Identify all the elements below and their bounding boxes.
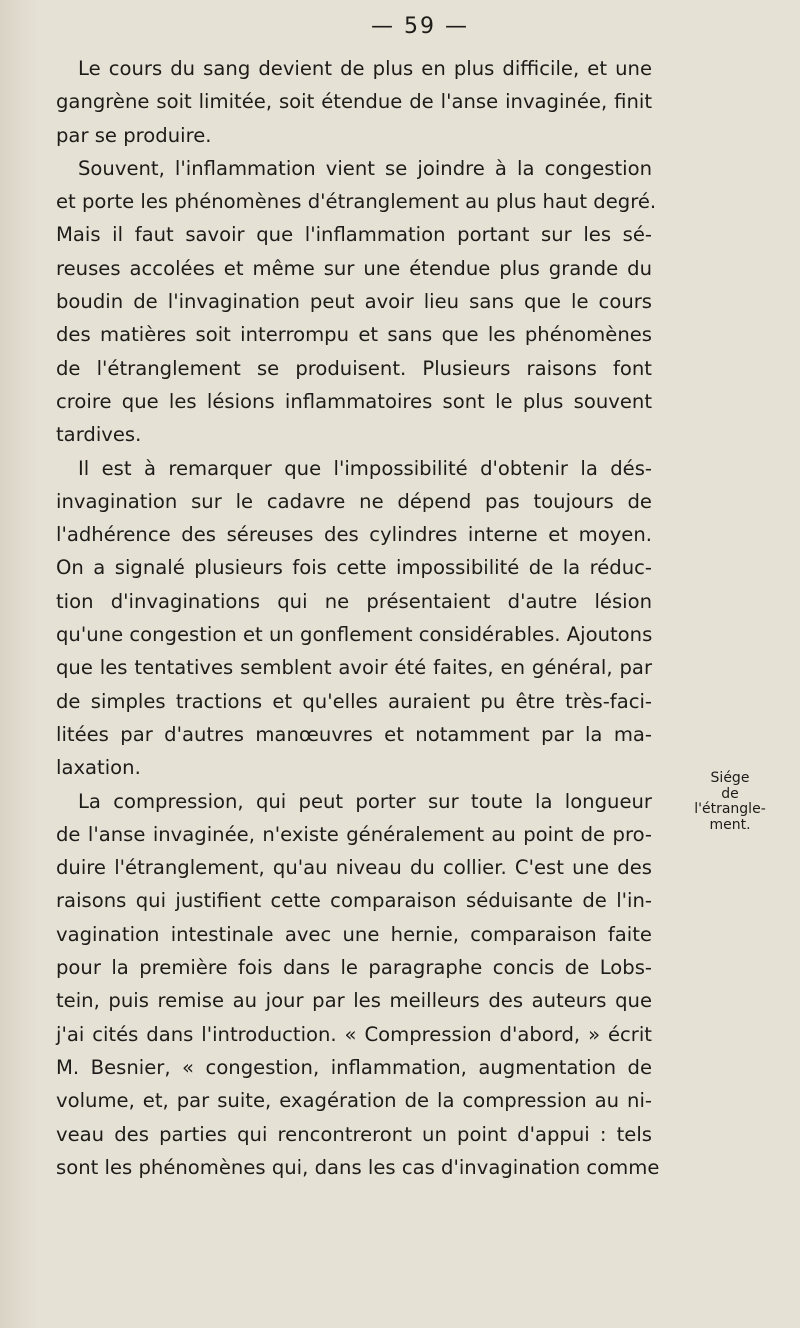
text-line: On a signalé plusieurs fois cette impossibilité de la réduc- xyxy=(56,556,652,580)
margin-note-line: Siége xyxy=(710,770,750,786)
text-line: tion d'invaginations qui ne présentaient d'autre lésion xyxy=(56,589,652,613)
body-text xyxy=(56,52,660,1184)
text-line: Il est à remarquer que l'impossibilité d'obtenir la dés- xyxy=(78,456,652,480)
page-edge xyxy=(0,0,38,1328)
text-line: de simples tractions et qu'elles auraient pu être très-faci- xyxy=(56,689,652,713)
margin-note xyxy=(660,771,800,833)
text-line: des matières soit interrompu et sans que les phénomènes xyxy=(56,323,652,347)
margin-note-line: l'étrangle- xyxy=(694,801,766,817)
text-line: Mais il faut savoir que l'inflammation portant sur les sé- xyxy=(56,223,652,247)
margin-note-line: ment. xyxy=(709,816,751,833)
text-line: pour la première fois dans le paragraphe concis de Lobs- xyxy=(56,956,652,980)
text-line: que les tentatives semblent avoir été faites, en général, par xyxy=(56,656,652,680)
text-line: La compression, qui peut porter sur toute la longueur xyxy=(78,789,652,813)
text-line: croire que les lésions inflammatoires sont le plus souvent xyxy=(56,389,652,413)
text-line: litées par d'autres manœuvres et notamment par la ma- xyxy=(56,722,652,746)
text-line: et porte les phénomènes d'étranglement au plus haut degré. xyxy=(56,190,657,214)
text-line: volume, et, par suite, exagération de la compression au ni- xyxy=(56,1089,652,1113)
text-line: invagination sur le cadavre ne dépend pas toujours de xyxy=(56,489,652,513)
text-line: j'ai cités dans l'introduction. « Compression d'abord, » écrit xyxy=(56,1022,652,1046)
page-number: — 59 — xyxy=(371,14,469,39)
text-line: boudin de l'invagination peut avoir lieu sans que le cours xyxy=(56,290,652,314)
text-line: Souvent, l'inflammation vient se joindre à la congestion xyxy=(78,156,652,180)
text-line: par se produire. xyxy=(56,123,212,147)
text-line: tein, puis remise au jour par les meilleurs des auteurs que xyxy=(56,989,652,1013)
text-line: vagination intestinale avec une hernie, comparaison faite xyxy=(56,922,652,946)
text-line: tardives. xyxy=(56,423,142,447)
text-line: veau des parties qui rencontreront un point d'appui : tels xyxy=(56,1122,652,1146)
text-line: raisons qui justifient cette comparaison séduisante de l'in- xyxy=(56,889,652,913)
margin-note-line: de xyxy=(721,785,739,802)
text-line: Le cours du sang devient de plus en plus difficile, et une xyxy=(78,57,652,80)
text-line: reuses accolées et même sur une étendue plus grande du xyxy=(56,256,652,280)
text-line: qu'une congestion et un gonflement considérables. Ajoutons xyxy=(56,623,653,647)
text-line: sont les phénomènes qui, dans les cas d'invagination comme xyxy=(56,1155,660,1179)
text-line: de l'anse invaginée, n'existe généralement au point de pro- xyxy=(56,822,652,846)
text-line: de l'étranglement se produisent. Plusieurs raisons font xyxy=(56,356,652,380)
text-line: l'adhérence des séreuses des cylindres interne et moyen. xyxy=(56,523,652,547)
text-line: gangrène soit limitée, soit étendue de l'anse invaginée, finit xyxy=(56,90,652,114)
text-line: duire l'étranglement, qu'au niveau du collier. C'est une des xyxy=(56,856,652,880)
text-line: laxation. xyxy=(56,756,141,780)
text-line: M. Besnier, « congestion, inflammation, augmentation de xyxy=(56,1055,652,1079)
